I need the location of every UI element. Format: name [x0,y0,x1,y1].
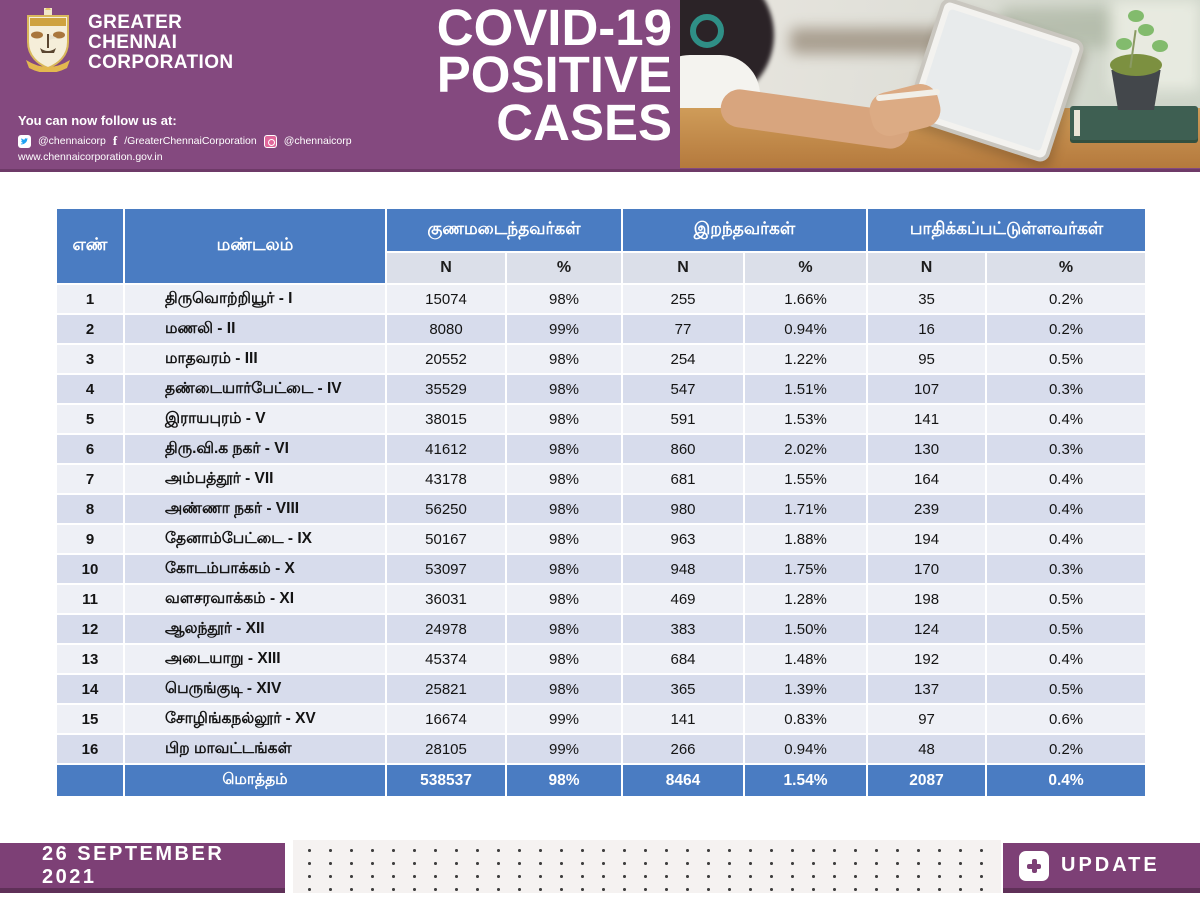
table-row [56,524,1146,554]
cell-value: 0.4% [986,464,1146,494]
cell-value: 1.75% [744,554,867,584]
total-value: 538537 [386,764,506,797]
cell-value: 1.53% [744,404,867,434]
table-row [56,704,1146,734]
cell-value: 45374 [386,644,506,674]
cell-value: 95 [867,344,986,374]
zone-name: தேனாம்பேட்டை - IX [124,524,386,554]
cell-value: 198 [867,584,986,614]
cell-value: 25821 [386,674,506,704]
row-number: 1 [56,284,124,314]
cell-value: 38015 [386,404,506,434]
facebook-handle[interactable]: /GreaterChennaiCorporation [124,135,257,147]
cell-value: 1.51% [744,374,867,404]
row-number: 4 [56,374,124,404]
website-url[interactable]: www.chennaicorporation.gov.in [18,151,163,163]
cell-value: 98% [506,344,622,374]
cell-value: 98% [506,464,622,494]
zone-name: மாதவரம் - III [124,344,386,374]
cell-value: 24978 [386,614,506,644]
row-number: 16 [56,734,124,764]
cell-value: 98% [506,584,622,614]
cell-value: 170 [867,554,986,584]
header-row-groups [56,208,1146,252]
table-row [56,344,1146,374]
cell-value: 16 [867,314,986,344]
cell-value: 383 [622,614,744,644]
subheader-pct: % [986,252,1146,284]
cell-value: 0.3% [986,374,1146,404]
cell-value: 141 [867,404,986,434]
cell-value: 98% [506,644,622,674]
zone-name: பெருங்குடி - XIV [124,674,386,704]
cell-value: 43178 [386,464,506,494]
cell-value: 1.39% [744,674,867,704]
instagram-handle[interactable]: @chennaicorp [283,135,352,147]
table-row [56,584,1146,614]
row-number: 13 [56,644,124,674]
cell-value: 137 [867,674,986,704]
cell-value: 948 [622,554,744,584]
cell-value: 0.83% [744,704,867,734]
cell-value: 8080 [386,314,506,344]
cell-value: 107 [867,374,986,404]
zone-name: திரு.வி.க நகர் - VI [124,434,386,464]
subheader-pct: % [744,252,867,284]
total-value: 2087 [867,764,986,797]
org-name-line1: GREATER [88,12,183,33]
cell-value: 56250 [386,494,506,524]
cell-value: 98% [506,284,622,314]
row-number: 11 [56,584,124,614]
cell-value: 99% [506,704,622,734]
zone-name: அண்ணா நகர் - VIII [124,494,386,524]
cell-value: 365 [622,674,744,704]
zone-name: சோழிங்கநல்லூர் - XV [124,704,386,734]
cell-value: 98% [506,524,622,554]
cell-value: 141 [622,704,744,734]
cell-value: 963 [622,524,744,554]
title-line3: CASES [496,93,672,151]
cell-value: 0.4% [986,404,1146,434]
subheader-pct: % [506,252,622,284]
photo-plant-leaf [1128,10,1144,22]
zone-name: திருவொற்றியூர் - I [124,284,386,314]
cell-value: 0.94% [744,314,867,344]
table-row [56,434,1146,464]
table-row [56,674,1146,704]
cell-value: 0.4% [986,644,1146,674]
update-button-label: UPDATE [1061,854,1160,876]
row-number: 6 [56,434,124,464]
total-value: 8464 [622,764,744,797]
cell-value: 2.02% [744,434,867,464]
cell-value: 239 [867,494,986,524]
photo-plant-moss [1110,54,1162,76]
cell-value: 0.5% [986,614,1146,644]
cell-value: 0.3% [986,554,1146,584]
subheader-n: N [386,252,506,284]
cell-value: 164 [867,464,986,494]
photo-plant-pot [1108,70,1164,110]
cell-value: 255 [622,284,744,314]
dotted-pattern [293,840,1001,893]
cell-value: 53097 [386,554,506,584]
cell-value: 1.22% [744,344,867,374]
cell-value: 254 [622,344,744,374]
cell-value: 48 [867,734,986,764]
cell-value: 1.71% [744,494,867,524]
total-value: 1.54% [744,764,867,797]
cell-value: 99% [506,734,622,764]
table-body [56,284,1146,764]
row-number: 15 [56,704,124,734]
total-empty-cell [56,764,124,797]
cell-value: 591 [622,404,744,434]
cell-value: 1.55% [744,464,867,494]
cell-value: 1.66% [744,284,867,314]
social-links [18,133,352,149]
covid-data-table [55,207,1147,798]
twitter-icon [18,135,31,148]
table-row [56,644,1146,674]
cell-value: 28105 [386,734,506,764]
report-date: 26 SEPTEMBER 2021 [42,842,225,888]
cell-value: 98% [506,554,622,584]
col-header-zone: மண்டலம் [124,208,386,284]
cell-value: 860 [622,434,744,464]
total-value: 0.4% [986,764,1146,797]
cell-value: 35 [867,284,986,314]
cell-value: 98% [506,494,622,524]
stethoscope-icon [690,14,724,48]
cell-value: 77 [622,314,744,344]
zone-name: மணலி - II [124,314,386,344]
zone-name: ஆலந்தூர் - XII [124,614,386,644]
cell-value: 130 [867,434,986,464]
cell-value: 0.2% [986,734,1146,764]
cell-value: 97 [867,704,986,734]
cell-value: 15074 [386,284,506,314]
cell-value: 1.88% [744,524,867,554]
row-number: 9 [56,524,124,554]
table-row [56,614,1146,644]
header-banner [0,0,1200,172]
date-banner [0,843,285,893]
cell-value: 98% [506,674,622,704]
cell-value: 0.4% [986,524,1146,554]
cell-value: 0.4% [986,494,1146,524]
cell-value: 124 [867,614,986,644]
cell-value: 194 [867,524,986,554]
total-value: 98% [506,764,622,797]
twitter-handle[interactable]: @chennaicorp [38,135,106,147]
table-row [56,374,1146,404]
cell-value: 192 [867,644,986,674]
table-row [56,494,1146,524]
table-row [56,284,1146,314]
plus-icon [1019,851,1049,881]
cell-value: 1.28% [744,584,867,614]
col-header-deaths: இறந்தவர்கள் [622,208,867,252]
col-header-recovered: குணமடைந்தவர்கள் [386,208,622,252]
cell-value: 50167 [386,524,506,554]
cell-value: 0.5% [986,584,1146,614]
cell-value: 35529 [386,374,506,404]
cell-value: 0.5% [986,344,1146,374]
cell-value: 0.2% [986,314,1146,344]
row-number: 7 [56,464,124,494]
cell-value: 0.6% [986,704,1146,734]
row-number: 5 [56,404,124,434]
col-header-affected: பாதிக்கப்பட்டுள்ளவர்கள் [867,208,1146,252]
cell-value: 980 [622,494,744,524]
table-row [56,734,1146,764]
row-number: 2 [56,314,124,344]
zone-name: தண்டையார்பேட்டை - IV [124,374,386,404]
cell-value: 0.2% [986,284,1146,314]
subheader-n: N [867,252,986,284]
cell-value: 0.94% [744,734,867,764]
cell-value: 1.48% [744,644,867,674]
follow-text: You can now follow us at: [18,113,177,128]
cell-value: 681 [622,464,744,494]
row-number: 3 [56,344,124,374]
zone-name: இராயபுரம் - V [124,404,386,434]
title-line2: POSITIVE [436,46,672,104]
cell-value: 20552 [386,344,506,374]
cell-value: 547 [622,374,744,404]
table-row [56,404,1146,434]
page-title [368,0,672,151]
update-button[interactable] [1003,843,1200,893]
table-row [56,464,1146,494]
instagram-icon [264,135,277,148]
zone-name: அம்பத்தூர் - VII [124,464,386,494]
row-number: 8 [56,494,124,524]
table-row [56,314,1146,344]
gcc-crest-logo [20,8,76,72]
cell-value: 16674 [386,704,506,734]
cell-value: 98% [506,374,622,404]
org-name-line3: CORPORATION [88,52,234,74]
table-row [56,554,1146,584]
cell-value: 0.3% [986,434,1146,464]
total-row [56,764,1146,797]
cell-value: 98% [506,404,622,434]
cell-value: 1.50% [744,614,867,644]
cell-value: 684 [622,644,744,674]
zone-name: கோடம்பாக்கம் - X [124,554,386,584]
col-header-number: எண் [56,208,124,284]
row-number: 14 [56,674,124,704]
photo-plant-leaf [1138,24,1154,36]
facebook-icon: f [112,133,118,148]
cell-value: 41612 [386,434,506,464]
title-line1: COVID-19 [436,0,672,56]
cell-value: 98% [506,614,622,644]
photo-plant-leaf [1116,38,1132,50]
cell-value: 0.5% [986,674,1146,704]
subheader-n: N [622,252,744,284]
cell-value: 469 [622,584,744,614]
covid-table-container [55,207,1145,798]
photo-plant-leaf [1152,40,1168,52]
photo-book [1070,106,1198,140]
zone-name: அடையாறு - XIII [124,644,386,674]
cell-value: 36031 [386,584,506,614]
row-number: 10 [56,554,124,584]
total-label: மொத்தம் [124,764,386,797]
cell-value: 266 [622,734,744,764]
cell-value: 99% [506,314,622,344]
header-photo [680,0,1200,168]
org-name [88,13,234,73]
zone-name: பிற மாவட்டங்கள் [124,734,386,764]
cell-value: 98% [506,434,622,464]
row-number: 12 [56,614,124,644]
org-name-line2: CHENNAI [88,32,178,54]
zone-name: வளசரவாக்கம் - XI [124,584,386,614]
